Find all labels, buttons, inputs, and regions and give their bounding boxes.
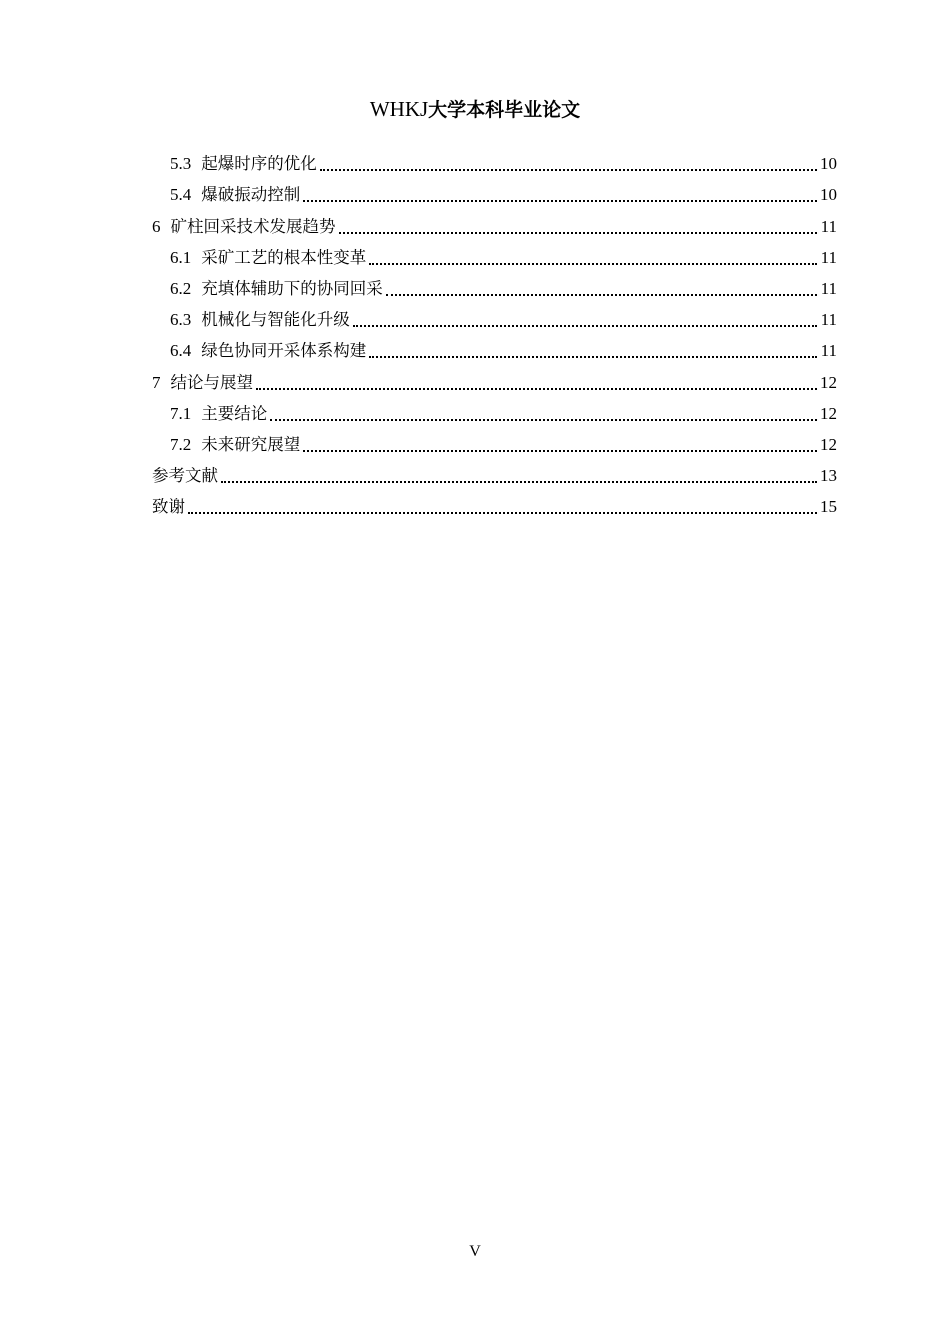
toc-entry-page: 11: [820, 310, 837, 330]
toc-entry-number: 6.3: [170, 310, 192, 330]
table-of-contents: [152, 148, 837, 522]
toc-dot-leader: [303, 449, 817, 452]
toc-entry-title: 结论与展望: [170, 372, 253, 392]
toc-entry-page: 10: [820, 154, 837, 174]
toc-entry-number: 6.1: [170, 247, 192, 267]
toc-entry[interactable]: [152, 366, 837, 397]
toc-entry[interactable]: [152, 398, 837, 429]
toc-entry-title: 主要结论: [201, 403, 268, 423]
toc-entry-number: 7.1: [170, 403, 192, 423]
toc-entry-title: 机械化与智能化升级: [201, 310, 350, 330]
toc-entry[interactable]: [152, 335, 837, 366]
page-number: V: [469, 1243, 481, 1260]
toc-dot-leader: [188, 511, 817, 514]
toc-entry-title: 致谢: [152, 497, 185, 517]
toc-entry-page: 10: [820, 185, 837, 205]
toc-entry-page: 11: [820, 216, 837, 236]
toc-entry-title: 绿色协同开采体系构建: [201, 341, 367, 361]
toc-entry[interactable]: [152, 304, 837, 335]
header-title-text: 大学本科毕业论文: [428, 99, 581, 121]
toc-entry-page: 12: [820, 403, 837, 423]
header-latin-text: WHKJ: [369, 97, 429, 121]
toc-entry-title: 充填体辅助下的协同回采: [201, 278, 383, 298]
toc-dot-leader: [369, 262, 817, 265]
toc-entry-title: 采矿工艺的根本性变革: [201, 247, 367, 267]
toc-entry-number: 5.4: [170, 185, 192, 205]
toc-entry[interactable]: [152, 242, 837, 273]
page-header: [0, 96, 950, 123]
toc-entry-page: 12: [820, 434, 837, 454]
toc-dot-leader: [303, 199, 817, 202]
toc-dot-leader: [386, 293, 817, 296]
toc-dot-leader: [353, 324, 817, 327]
toc-entry[interactable]: [152, 148, 837, 179]
toc-entry-number: 6.2: [170, 278, 192, 298]
toc-entry-page: 11: [820, 341, 837, 361]
toc-entry-page: 13: [820, 466, 837, 486]
toc-entry-number: 6: [152, 216, 161, 236]
toc-entry-number: 5.3: [170, 154, 192, 174]
toc-entry[interactable]: [152, 460, 837, 491]
toc-entry-number: 7.2: [170, 434, 192, 454]
toc-entry-title: 矿柱回采技术发展趋势: [170, 216, 336, 236]
toc-entry[interactable]: [152, 179, 837, 210]
toc-entry-title: 参考文献: [152, 466, 218, 486]
toc-entry-number: 6.4: [170, 341, 192, 361]
toc-entry-title: 未来研究展望: [201, 434, 301, 454]
toc-dot-leader: [221, 480, 817, 483]
toc-dot-leader: [339, 231, 818, 234]
toc-entry[interactable]: [152, 210, 837, 241]
toc-dot-leader: [320, 168, 817, 171]
toc-entry-page: 12: [820, 372, 837, 392]
toc-entry-page: 11: [820, 247, 837, 267]
toc-entry-title: 爆破振动控制: [201, 185, 301, 205]
toc-dot-leader: [270, 418, 817, 421]
toc-entry-page: 11: [820, 278, 837, 298]
toc-dot-leader: [369, 355, 817, 358]
toc-entry-page: 15: [820, 497, 837, 517]
toc-entry[interactable]: [152, 491, 837, 522]
toc-entry[interactable]: [152, 429, 837, 460]
toc-entry[interactable]: [152, 273, 837, 304]
toc-dot-leader: [256, 387, 817, 390]
toc-entry-number: 7: [152, 372, 161, 392]
toc-entry-title: 起爆时序的优化: [201, 154, 317, 174]
